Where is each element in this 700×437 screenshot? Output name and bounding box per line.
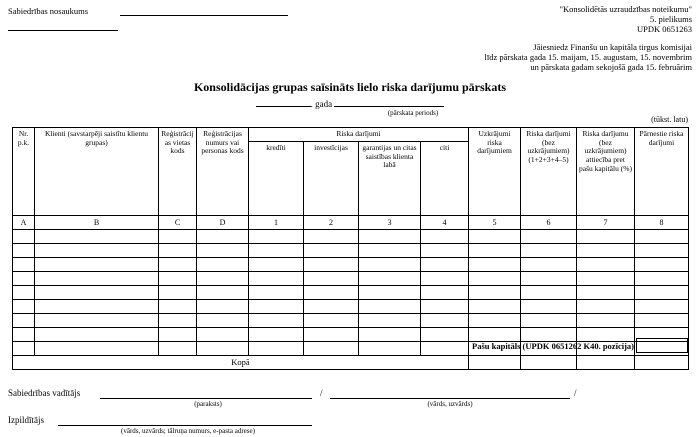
name-note: (vārds, uzvārds) <box>427 400 473 408</box>
empty-data-cell <box>13 244 35 258</box>
empty-data-cell <box>13 258 35 272</box>
empty-data-cell <box>159 258 197 272</box>
total-value-cell <box>577 356 635 370</box>
table-head <box>13 128 689 230</box>
form-title: Konsolidācijas grupas saīsināts lielo riska darījumu pārskats <box>193 80 507 94</box>
empty-data-cell <box>521 258 577 272</box>
col-header-credits: kredīti <box>249 142 304 216</box>
empty-data-cell <box>159 314 197 328</box>
empty-data-cell <box>249 230 304 244</box>
empty-data-cell <box>635 272 689 286</box>
total-value-cell <box>521 356 577 370</box>
regulation-title: "Konsolidētās uzraudzības noteikumu" <box>559 4 692 14</box>
empty-data-cell <box>197 230 249 244</box>
period-line <box>0 96 700 109</box>
empty-data-cell <box>469 244 521 258</box>
empty-data-cell <box>577 258 635 272</box>
empty-data-cell <box>249 314 304 328</box>
empty-data-cell <box>249 258 304 272</box>
empty-data-cell <box>159 286 197 300</box>
col-header-transferred: Pārnestie riska darījumi <box>635 128 689 216</box>
empty-data-row <box>13 244 689 258</box>
empty-data-cell <box>35 286 159 300</box>
updk-code: UPDK 0651263 <box>636 24 692 35</box>
empty-data-cell <box>249 272 304 286</box>
empty-data-cell <box>35 230 159 244</box>
empty-data-row <box>13 272 689 286</box>
period-note: (pārskata periods) <box>387 109 439 117</box>
column-code-cell: C <box>159 216 197 230</box>
empty-data-cell <box>249 244 304 258</box>
empty-data-cell <box>635 300 689 314</box>
column-code-cell: 2 <box>304 216 359 230</box>
equity-row <box>12 338 688 353</box>
empty-data-cell <box>35 300 159 314</box>
manager-label: Sabiedrības vadītājs <box>8 388 81 398</box>
submission-note <box>485 42 693 73</box>
empty-data-cell <box>577 230 635 244</box>
empty-data-cell <box>13 286 35 300</box>
slash-left: / <box>320 388 323 398</box>
submit-line-2: līdz pārskata gada 15. maijam, 15. augustam, 15. novembrim <box>484 52 692 63</box>
col-header-risk-group: Riska darījumi <box>249 128 469 142</box>
manager-name-line <box>330 388 570 399</box>
empty-data-cell <box>635 286 689 300</box>
col-header-clients: Klienti (savstarpēji saistītu klientu grupas) <box>35 128 159 216</box>
column-code-cell: 5 <box>469 216 521 230</box>
empty-data-cell <box>13 272 35 286</box>
col-header-reg-number: Reģistrācijas numurs vai personas kods <box>197 128 249 216</box>
empty-data-cell <box>521 300 577 314</box>
column-code-cell: A <box>13 216 35 230</box>
manager-signature-line <box>100 388 312 399</box>
empty-data-cell <box>35 272 159 286</box>
empty-data-row <box>13 258 689 272</box>
executor-line <box>58 415 312 426</box>
empty-data-cell <box>635 230 689 244</box>
period-blank-line <box>334 96 444 107</box>
empty-data-cell <box>521 286 577 300</box>
empty-data-cell <box>635 314 689 328</box>
empty-data-cell <box>13 314 35 328</box>
empty-data-cell <box>197 258 249 272</box>
col-header-risk-net: Riska darījumi (bez uzkrājumiem) (1+2+3+4–5) <box>521 128 577 216</box>
total-row <box>13 356 689 370</box>
empty-data-row <box>13 286 689 300</box>
empty-data-cell <box>521 244 577 258</box>
column-code-cell: 8 <box>635 216 689 230</box>
empty-data-row <box>13 230 689 244</box>
empty-data-cell <box>304 272 359 286</box>
empty-data-cell <box>249 286 304 300</box>
empty-data-cell <box>35 244 159 258</box>
empty-data-cell <box>13 230 35 244</box>
col-header-risk-ratio: Riska darījumu (bez uzkrājumiem) attiecība pret pašu kapitālu (%) <box>577 128 635 216</box>
empty-data-cell <box>359 272 421 286</box>
empty-data-cell <box>159 230 197 244</box>
col-header-provisions: Uzkrājumi riska darījumiem <box>469 128 521 216</box>
empty-data-cell <box>521 314 577 328</box>
column-code-cell: 7 <box>577 216 635 230</box>
footer <box>8 388 692 434</box>
slash-right: / <box>574 388 577 398</box>
column-code-cell: 3 <box>359 216 421 230</box>
total-value-cell <box>635 356 689 370</box>
empty-data-cell <box>577 314 635 328</box>
empty-data-cell <box>359 314 421 328</box>
col-header-reg-place: Reģistrācijas vietas kods <box>159 128 197 216</box>
empty-data-cell <box>521 230 577 244</box>
equity-value-box <box>636 338 688 353</box>
empty-data-cell <box>421 258 469 272</box>
empty-data-cell <box>359 244 421 258</box>
empty-data-cell <box>635 244 689 258</box>
empty-data-cell <box>249 300 304 314</box>
empty-data-cell <box>421 300 469 314</box>
empty-data-cell <box>469 258 521 272</box>
empty-data-cell <box>521 272 577 286</box>
year-blank-line <box>256 96 311 107</box>
empty-data-cell <box>304 314 359 328</box>
col-header-other: citi <box>421 142 469 216</box>
empty-data-cell <box>13 300 35 314</box>
empty-data-cell <box>304 286 359 300</box>
code-row <box>13 216 689 230</box>
empty-data-cell <box>304 244 359 258</box>
empty-data-row <box>13 314 689 328</box>
empty-data-cell <box>197 272 249 286</box>
col-header-nr: Nr. p.k. <box>13 128 35 216</box>
executor-label: Izpildītājs <box>8 415 44 425</box>
header-row-1 <box>13 128 689 142</box>
total-label-cell: Kopā <box>13 356 469 370</box>
empty-data-cell <box>159 244 197 258</box>
empty-data-cell <box>197 300 249 314</box>
empty-data-cell <box>421 272 469 286</box>
empty-data-row <box>13 300 689 314</box>
signature-note: (paraksts) <box>194 400 222 408</box>
empty-data-cell <box>197 314 249 328</box>
empty-data-cell <box>197 244 249 258</box>
column-code-cell: B <box>35 216 159 230</box>
column-code-cell: 4 <box>421 216 469 230</box>
empty-data-cell <box>421 314 469 328</box>
empty-data-cell <box>159 300 197 314</box>
total-value-cell <box>469 356 521 370</box>
col-header-investments: investīcijas <box>304 142 359 216</box>
empty-data-cell <box>197 286 249 300</box>
empty-data-cell <box>469 272 521 286</box>
empty-data-cell <box>421 230 469 244</box>
empty-data-cell <box>577 286 635 300</box>
regulation-block <box>559 4 692 35</box>
units-note: (tūkst. latu) <box>651 115 688 124</box>
empty-data-cell <box>577 272 635 286</box>
empty-data-cell <box>635 258 689 272</box>
empty-data-cell <box>359 230 421 244</box>
empty-data-cell <box>304 300 359 314</box>
empty-data-cell <box>35 314 159 328</box>
company-name-line <box>120 4 288 16</box>
empty-data-cell <box>159 272 197 286</box>
company-extra-line <box>8 19 118 31</box>
gada-label: . gada <box>310 99 333 109</box>
risk-report-table <box>12 127 689 370</box>
submit-line-1: Jāiesniedz Finanšu un kapitāla tirgus komisijai <box>533 42 692 52</box>
column-code-cell: 6 <box>521 216 577 230</box>
empty-data-cell <box>359 300 421 314</box>
empty-data-cell <box>469 230 521 244</box>
annex-number: 5. pielikums <box>649 14 692 25</box>
empty-data-cell <box>421 286 469 300</box>
empty-data-cell <box>469 300 521 314</box>
empty-data-cell <box>577 300 635 314</box>
submit-line-3: un pārskata gadam sekojošā gada 15. februārim <box>530 62 692 73</box>
empty-data-cell <box>469 314 521 328</box>
col-header-guarantees: garantijas un citas saistības klienta labā <box>359 142 421 216</box>
empty-data-cell <box>359 286 421 300</box>
empty-data-cell <box>359 258 421 272</box>
empty-data-cell <box>577 244 635 258</box>
empty-data-cell <box>304 258 359 272</box>
empty-data-cell <box>304 230 359 244</box>
column-code-cell: 1 <box>249 216 304 230</box>
empty-data-cell <box>35 258 159 272</box>
equity-label: Pašu kapitāls (UPDK 0651262 K40. pozīcija) <box>472 340 634 351</box>
column-code-cell: D <box>197 216 249 230</box>
empty-data-cell <box>469 286 521 300</box>
company-name-label: Sabiedrības nosaukums <box>8 6 89 16</box>
executor-note: (vārds, uzvārds; tālruņa numurs, e-pasta adrese) <box>121 427 255 435</box>
empty-data-cell <box>421 244 469 258</box>
